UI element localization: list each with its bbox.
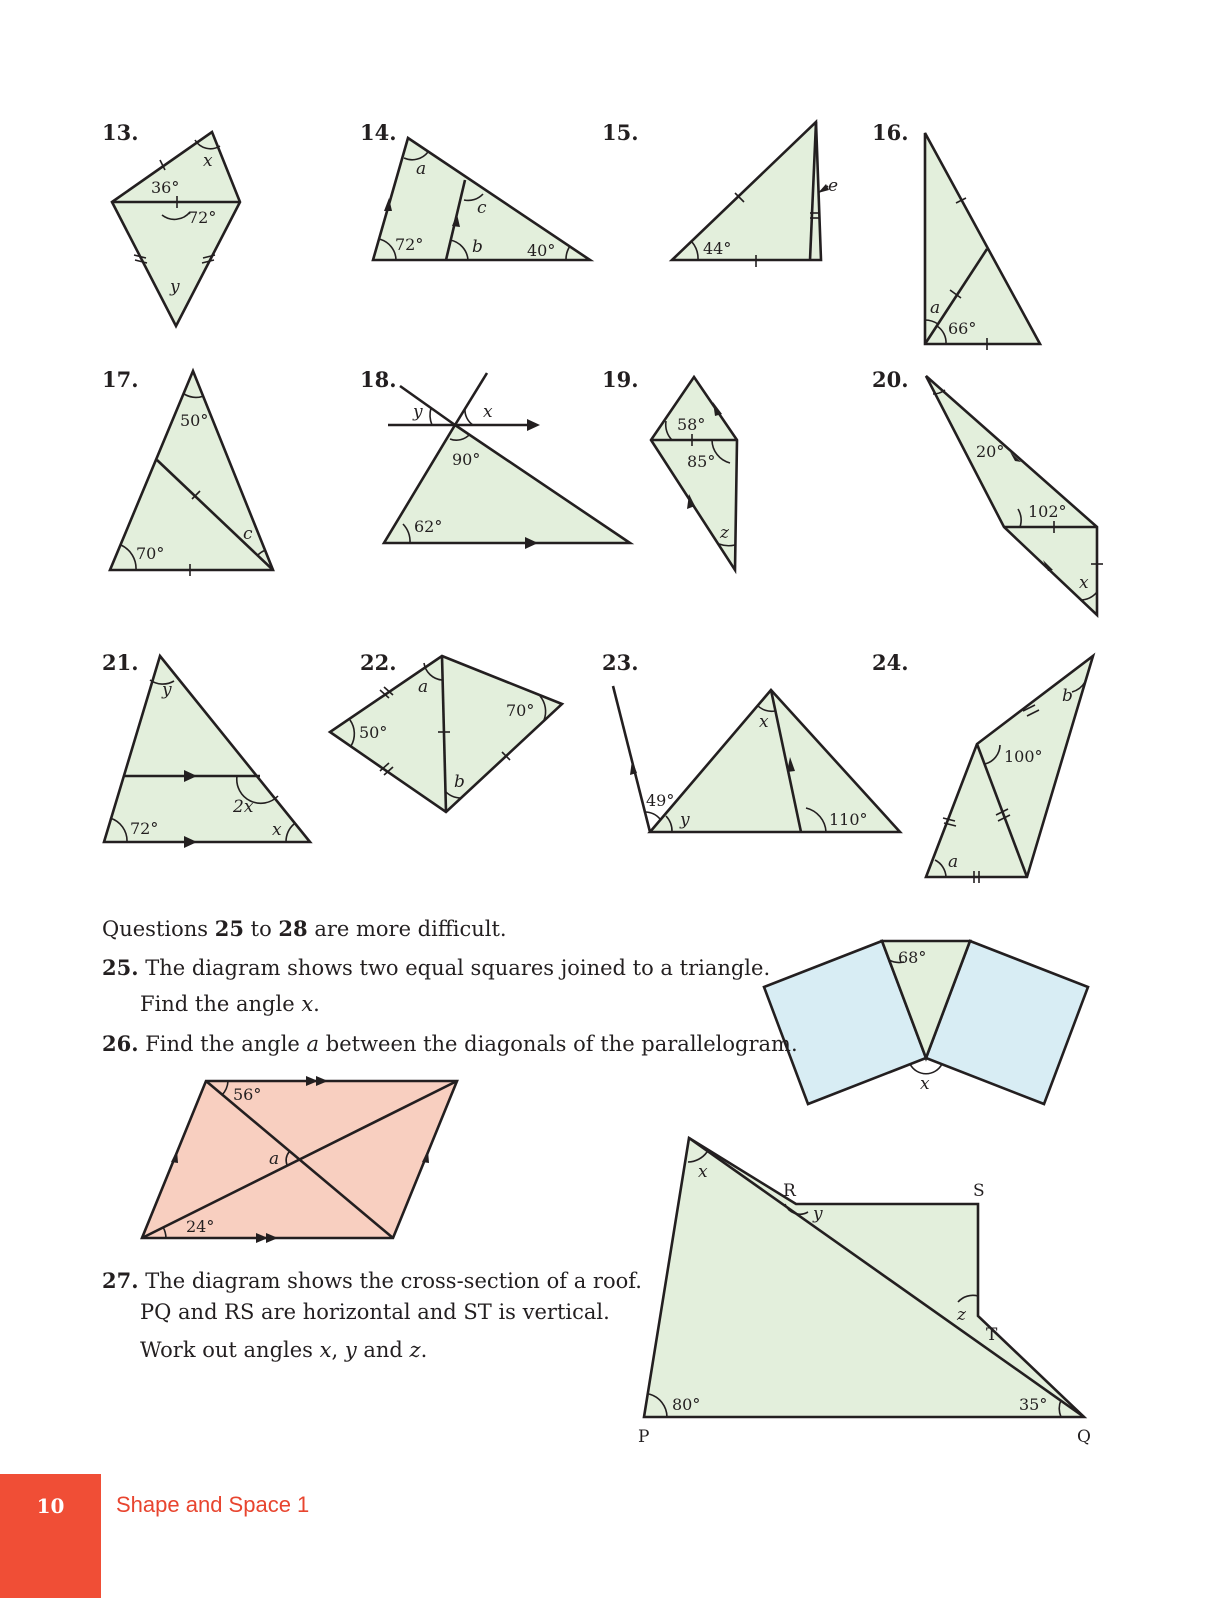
angle-label: 58° [677, 415, 706, 434]
question-22-diagram [330, 650, 562, 812]
angle-label: x [759, 712, 769, 732]
angle-label: e [828, 176, 839, 196]
angle-label: b [454, 772, 465, 792]
angle-label: b [472, 237, 483, 257]
angle-label: a [930, 298, 941, 318]
question-25-text: 25. The diagram shows two equal squares joined to a triangle. [102, 955, 771, 980]
question-27-instruction: Work out angles x, y and z. [140, 1338, 428, 1362]
question-number: 13. [102, 120, 139, 145]
angle-label: x [920, 1074, 930, 1094]
angle-label: 70° [506, 701, 535, 720]
question-number: 18. [360, 367, 397, 392]
question-14-diagram [360, 120, 590, 260]
chapter-title: Shape and Space 1 [116, 1492, 310, 1517]
question-number: 14. [360, 120, 397, 145]
angle-label: 49° [646, 791, 675, 810]
question-18-diagram [360, 367, 630, 549]
question-number: 15. [602, 120, 639, 145]
question-26-diagram [142, 1076, 457, 1243]
angle-label: x [1079, 573, 1089, 593]
point-label: P [638, 1427, 650, 1447]
angle-label: 80° [672, 1395, 701, 1414]
angle-label: c [477, 198, 487, 218]
angle-label: a [418, 677, 429, 697]
angle-label: 110° [829, 810, 868, 829]
point-label: T [986, 1325, 998, 1345]
question-number: 27. [102, 1268, 139, 1293]
angle-label: 35° [1019, 1395, 1048, 1414]
question-number: 16. [872, 120, 909, 145]
footer-color-bar [0, 1474, 101, 1598]
angle-label: a [416, 159, 427, 179]
angle-label: 62° [414, 517, 443, 536]
question-15-diagram [602, 120, 838, 267]
angle-label: a [269, 1149, 280, 1169]
point-label: R [783, 1181, 796, 1201]
angle-label: 72° [130, 819, 159, 838]
question-number: 19. [602, 367, 639, 392]
angle-label: 68° [898, 948, 927, 967]
angle-label: 66° [948, 319, 977, 338]
question-24-diagram [872, 650, 1093, 883]
point-label: S [973, 1181, 985, 1201]
question-13-diagram [102, 120, 240, 326]
question-16-diagram [872, 120, 1040, 350]
angle-label: 70° [136, 544, 165, 563]
angle-label: 102° [1028, 502, 1067, 521]
angle-label: x [483, 402, 493, 422]
angle-label: 50° [180, 411, 209, 430]
angle-label: y [413, 402, 423, 422]
angle-label: x [203, 151, 213, 171]
angle-label: 100° [1004, 747, 1043, 766]
question-27-diagram [638, 1138, 1091, 1447]
angle-label: 40° [527, 241, 556, 260]
question-number: 26. [102, 1031, 139, 1056]
angle-label: 72° [395, 235, 424, 254]
angle-label: z [720, 523, 729, 543]
angle-label: x [698, 1162, 708, 1182]
point-label: Q [1077, 1427, 1091, 1447]
angle-label: 2x [233, 797, 254, 817]
angle-label: 20° [976, 442, 1005, 461]
angle-label: y [680, 810, 690, 830]
angle-label: y [162, 680, 172, 700]
question-number: 21. [102, 650, 139, 675]
question-number: 22. [360, 650, 397, 675]
difficulty-note: Questions 25 to 28 are more difficult. [102, 916, 507, 941]
question-21-diagram [102, 650, 310, 848]
angle-label: c [243, 524, 253, 544]
angle-label: z [957, 1305, 966, 1325]
angle-label: 90° [452, 450, 481, 469]
angle-label: a [948, 852, 959, 872]
page-number: 10 [36, 1494, 65, 1518]
angle-label: 56° [233, 1085, 262, 1104]
question-27-line2: PQ and RS are horizontal and ST is vertical. [140, 1300, 610, 1324]
question-17-diagram [102, 367, 273, 576]
question-25-diagram [764, 941, 1088, 1104]
question-number: 25. [102, 955, 139, 980]
angle-label: 85° [687, 452, 716, 471]
angle-label: y [813, 1204, 823, 1224]
question-26-text: 26. Find the angle a between the diagonals of the parallelogram. [102, 1031, 798, 1056]
angle-label: x [272, 820, 282, 840]
question-27-text: 27. The diagram shows the cross-section of a roof. [102, 1268, 642, 1293]
angle-label: b [1062, 686, 1073, 706]
angle-label: 24° [186, 1217, 215, 1236]
angle-label: 44° [703, 239, 732, 258]
question-number: 24. [872, 650, 909, 675]
question-25-instruction: Find the angle x. [140, 992, 320, 1016]
question-23-diagram [602, 650, 900, 832]
angle-label: 50° [359, 723, 388, 742]
question-number: 20. [872, 367, 909, 392]
question-number: 17. [102, 367, 139, 392]
angle-label: 72° [188, 208, 217, 227]
question-20-diagram [872, 367, 1103, 615]
question-number: 23. [602, 650, 639, 675]
angle-label: 36° [151, 178, 180, 197]
angle-label: y [170, 277, 180, 297]
